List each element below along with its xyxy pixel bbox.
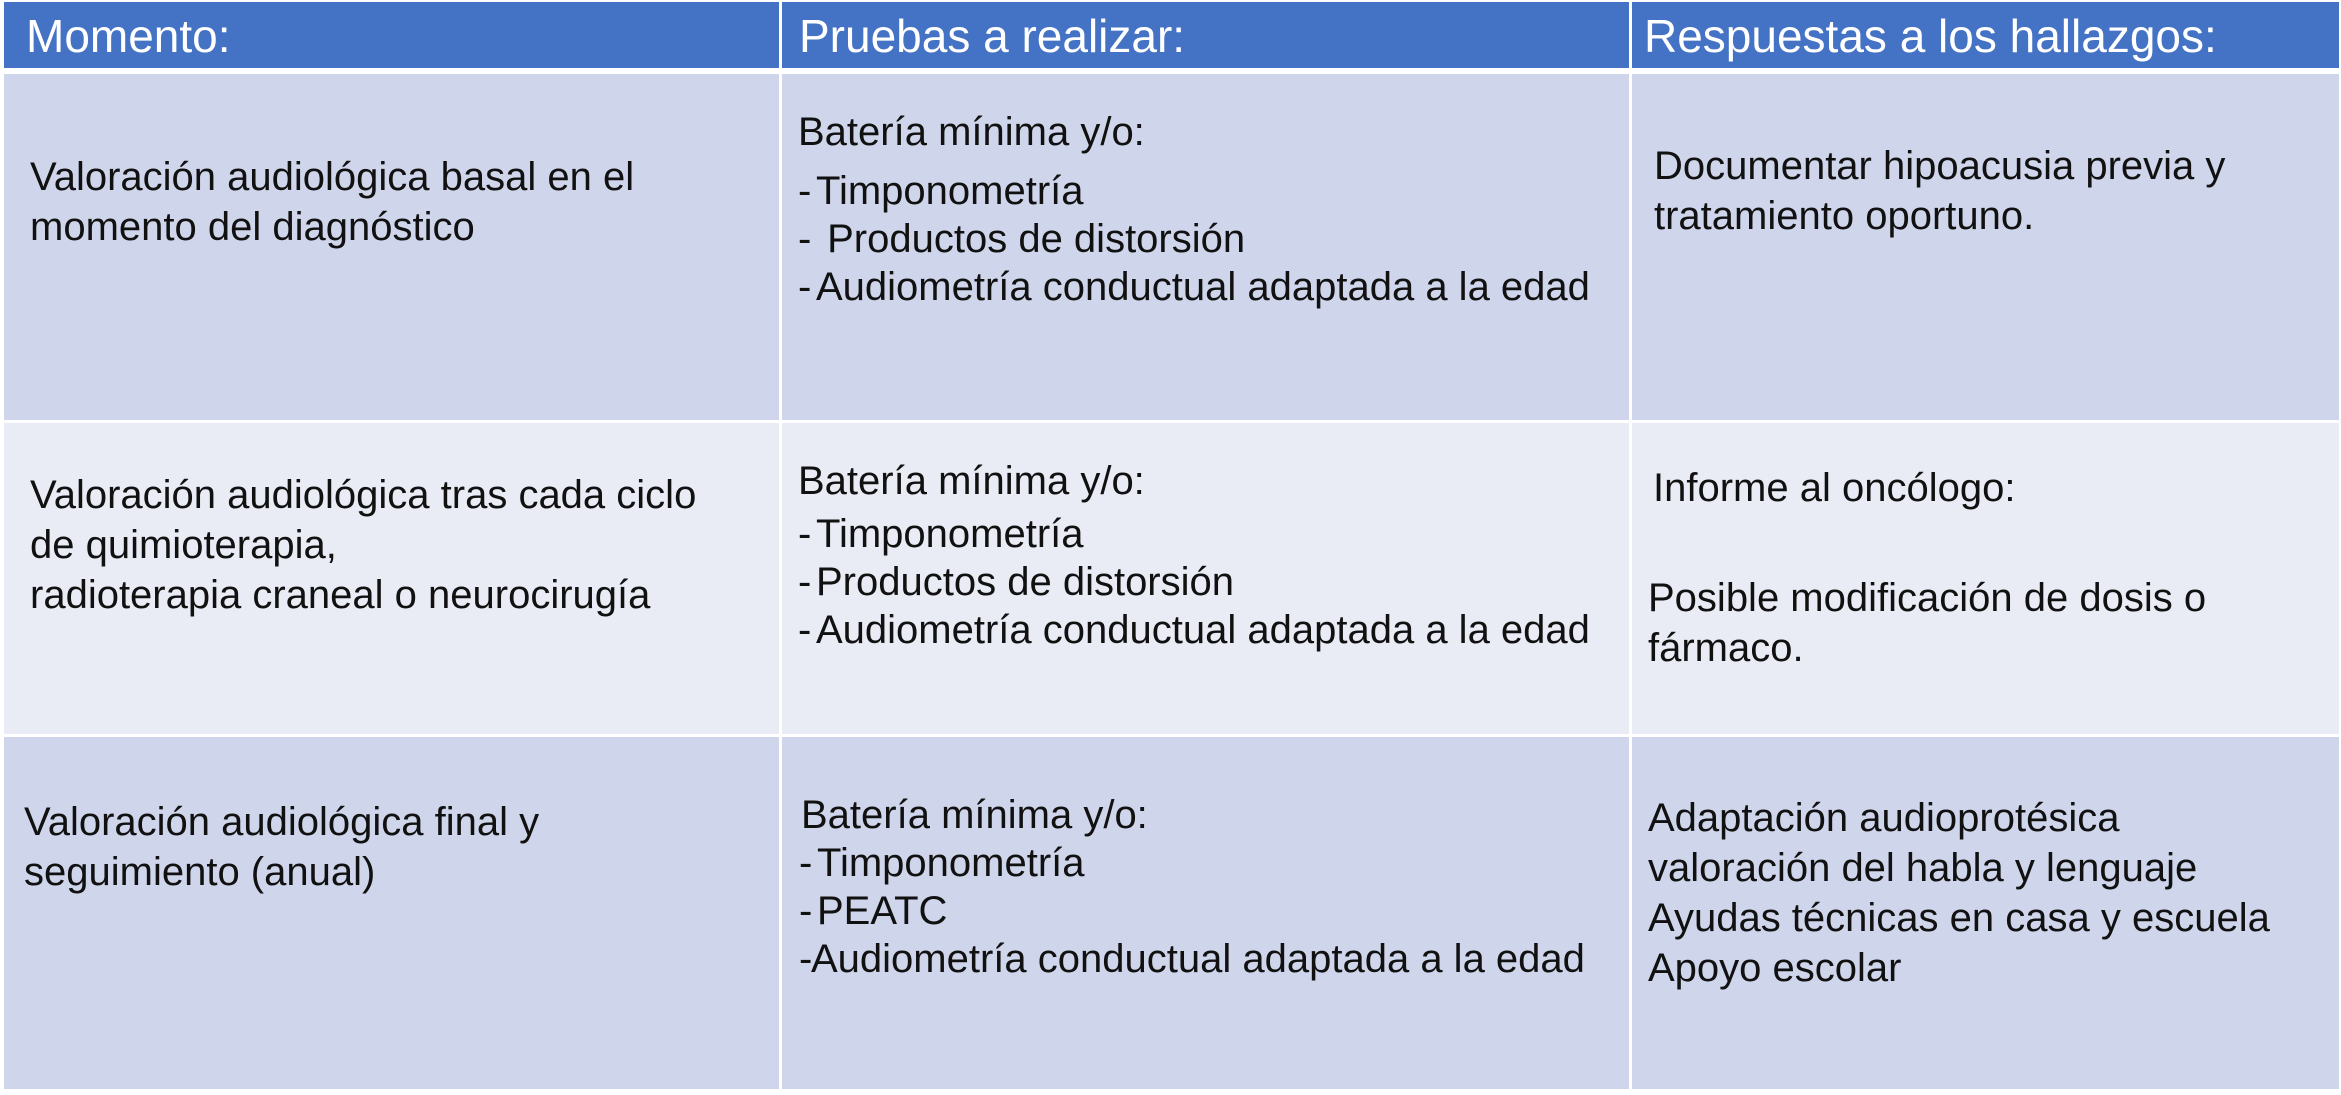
list-item: - Timponometría (798, 169, 1084, 213)
header-moment-label: Momento: (26, 10, 231, 62)
list-item: - Audiometría conductual adaptada a la edad (798, 608, 1590, 652)
header-tests (782, 2, 1632, 74)
row3-response: Adaptación audioprotésica valoración del habla y lenguaje Ayudas técnicas en casa y escuela Apoyo escolar (1648, 796, 2270, 990)
row2-tests-title: Batería mínima y/o: (798, 459, 1145, 503)
header-responses-label: Respuestas a los hallazgos: (1644, 10, 2217, 62)
header-moment (4, 2, 782, 74)
row1-tests-cell (782, 74, 1632, 423)
row2-moment-cell (4, 423, 782, 737)
list-item: - Timponometría (799, 841, 1085, 885)
list-item: - PEATC (799, 889, 948, 933)
list-item: - Timponometría (798, 512, 1084, 556)
row2-response-cell (1632, 423, 2339, 737)
row1-moment: Valoración audiológica basal en el momento del diagnóstico (30, 155, 635, 249)
list-item: -Audiometría conductual adaptada a la edad (799, 937, 1585, 981)
row3-tests-title: Batería mínima y/o: (801, 793, 1148, 837)
hearing-assessment-table (4, 2, 2339, 1091)
list-item: - Productos de distorsión (798, 560, 1235, 604)
row2-response-title: Informe al oncólogo: (1653, 466, 2016, 510)
header-tests-label: Pruebas a realizar: (799, 10, 1186, 62)
row3-moment: Valoración audiológica final y seguimiento (anual) (24, 800, 540, 894)
row3-moment-cell (4, 737, 782, 1089)
list-item: - Audiometría conductual adaptada a la edad (798, 265, 1590, 309)
row1-response-cell (1632, 74, 2339, 423)
row3-tests-list (799, 839, 1585, 983)
header-responses (1632, 2, 2339, 74)
row1-response: Documentar hipoacusia previa y tratamiento oportuno. (1654, 144, 2226, 238)
row2-tests-list (798, 510, 1590, 654)
row1-tests-title: Batería mínima y/o: (798, 110, 1145, 154)
row2-moment: Valoración audiológica tras cada ciclo de quimioterapia, radioterapia craneal o neurocirugía (30, 473, 697, 617)
row1-moment-cell (4, 74, 782, 423)
list-item: - Productos de distorsión (798, 217, 1246, 261)
row2-response: Posible modificación de dosis o fármaco. (1648, 576, 2207, 670)
row3-tests-cell (782, 737, 1632, 1089)
row1-tests-list (798, 167, 1590, 311)
row3-response-cell (1632, 737, 2339, 1089)
row2-tests-cell (782, 423, 1632, 737)
